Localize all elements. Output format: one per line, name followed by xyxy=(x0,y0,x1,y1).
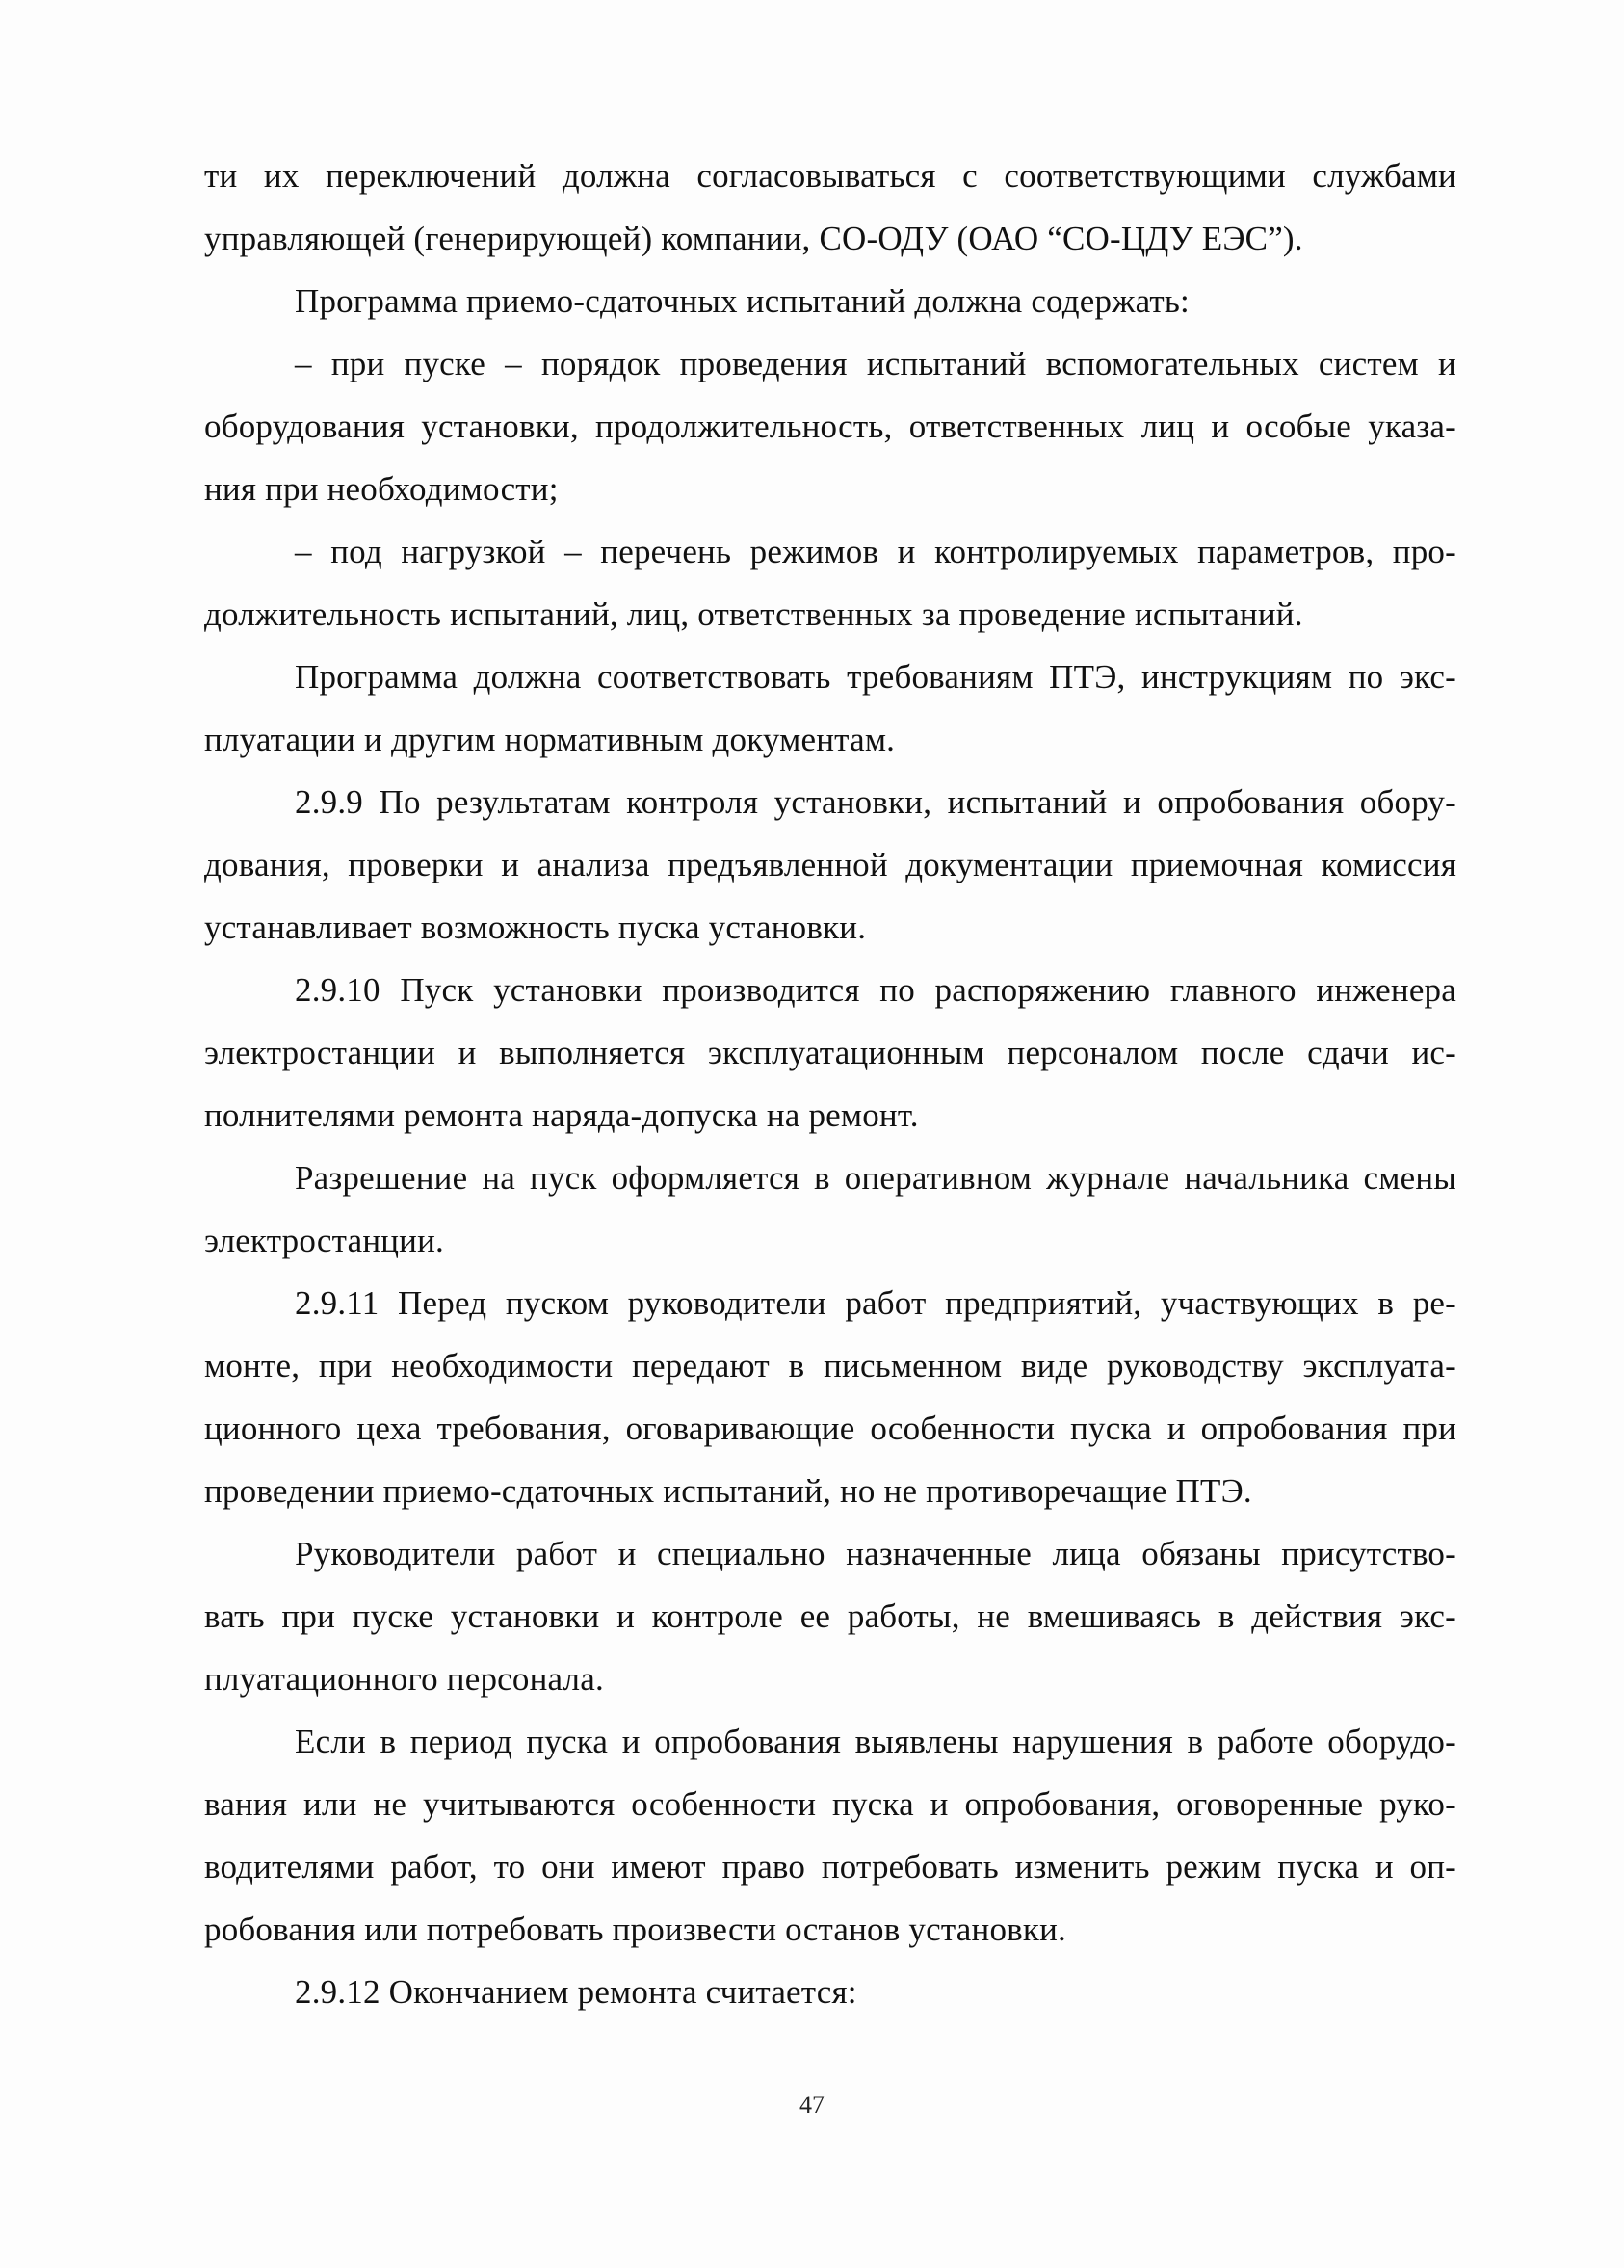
text-line: плуатации и другим нормативным документам. xyxy=(204,721,896,758)
section-2-9-10-line: 2.9.10 Пуск установки производится по распоряжению главного инженера xyxy=(295,971,1456,1009)
text-line: плуатационного персонала. xyxy=(204,1660,604,1698)
text-line: полнителями ремонта наряда-допуска на ремонт. xyxy=(204,1096,919,1134)
text-line: робования или потребовать произвести останов установки. xyxy=(204,1911,1066,1948)
text-line: вать при пуске установки и контроле ее работы, не вмешиваясь в действия экс- xyxy=(204,1597,1456,1635)
paragraph-first-line: Руководители работ и специально назначенные лица обязаны присутство- xyxy=(295,1535,1456,1572)
body-text xyxy=(204,145,1456,2023)
text-line: должительность испытаний, лиц, ответственных за проведение испытаний. xyxy=(204,595,1303,633)
text-line: электростанции. xyxy=(204,1222,444,1259)
paragraph-first-line: Если в период пуска и опробования выявлены нарушения в работе оборудо- xyxy=(295,1723,1456,1760)
text-line: вания или не учитываются особенности пуска и опробования, оговоренные руко- xyxy=(204,1785,1456,1823)
text-line: устанавливает возможность пуска установки. xyxy=(204,909,867,946)
text-line: электростанции и выполняется эксплуатационным персоналом после сдачи ис- xyxy=(204,1034,1456,1071)
text-line: монте, при необходимости передают в письменном виде руководству эксплуата- xyxy=(204,1347,1456,1385)
text-line: ния при необходимости; xyxy=(204,470,559,508)
section-2-9-12-line: 2.9.12 Окончанием ремонта считается: xyxy=(295,1973,857,2011)
text-line: водителями работ, то они имеют право потребовать изменить режим пуска и оп- xyxy=(204,1848,1456,1886)
paragraph-first-line: Разрешение на пуск оформляется в оперативном журнале начальника смены xyxy=(295,1159,1456,1197)
text-line: оборудования установки, продолжительность, ответственных лиц и особые указа- xyxy=(204,408,1456,445)
paragraph-first-line: Программа должна соответствовать требованиям ПТЭ, инструкциям по экс- xyxy=(295,658,1456,696)
page-number: 47 xyxy=(799,2091,825,2119)
text-line: дования, проверки и анализа предъявленной документации приемочная комиссия xyxy=(204,846,1456,883)
text-line: ти их переключений должна согласовываться с соответствующими службами xyxy=(204,157,1456,195)
text-line: ционного цеха требования, оговаривающие особенности пуска и опробования при xyxy=(204,1410,1456,1447)
section-2-9-9-line: 2.9.9 По результатам контроля установки, испытаний и опробования обору- xyxy=(295,783,1456,821)
section-2-9-11-line: 2.9.11 Перед пуском руководители работ предприятий, участвующих в ре- xyxy=(295,1284,1456,1322)
paragraph-first-line: Программа приемо-сдаточных испытаний должна содержать: xyxy=(295,282,1190,320)
list-item-line: – под нагрузкой – перечень режимов и контролируемых параметров, про- xyxy=(295,533,1456,570)
list-item-line: – при пуске – порядок проведения испытаний вспомогательных систем и xyxy=(295,345,1456,382)
text-line: проведении приемо-сдаточных испытаний, но не противоречащие ПТЭ. xyxy=(204,1472,1252,1510)
text-line: управляющей (генерирующей) компании, СО-ОДУ (ОАО “СО-ЦДУ ЕЭС”). xyxy=(204,220,1303,257)
